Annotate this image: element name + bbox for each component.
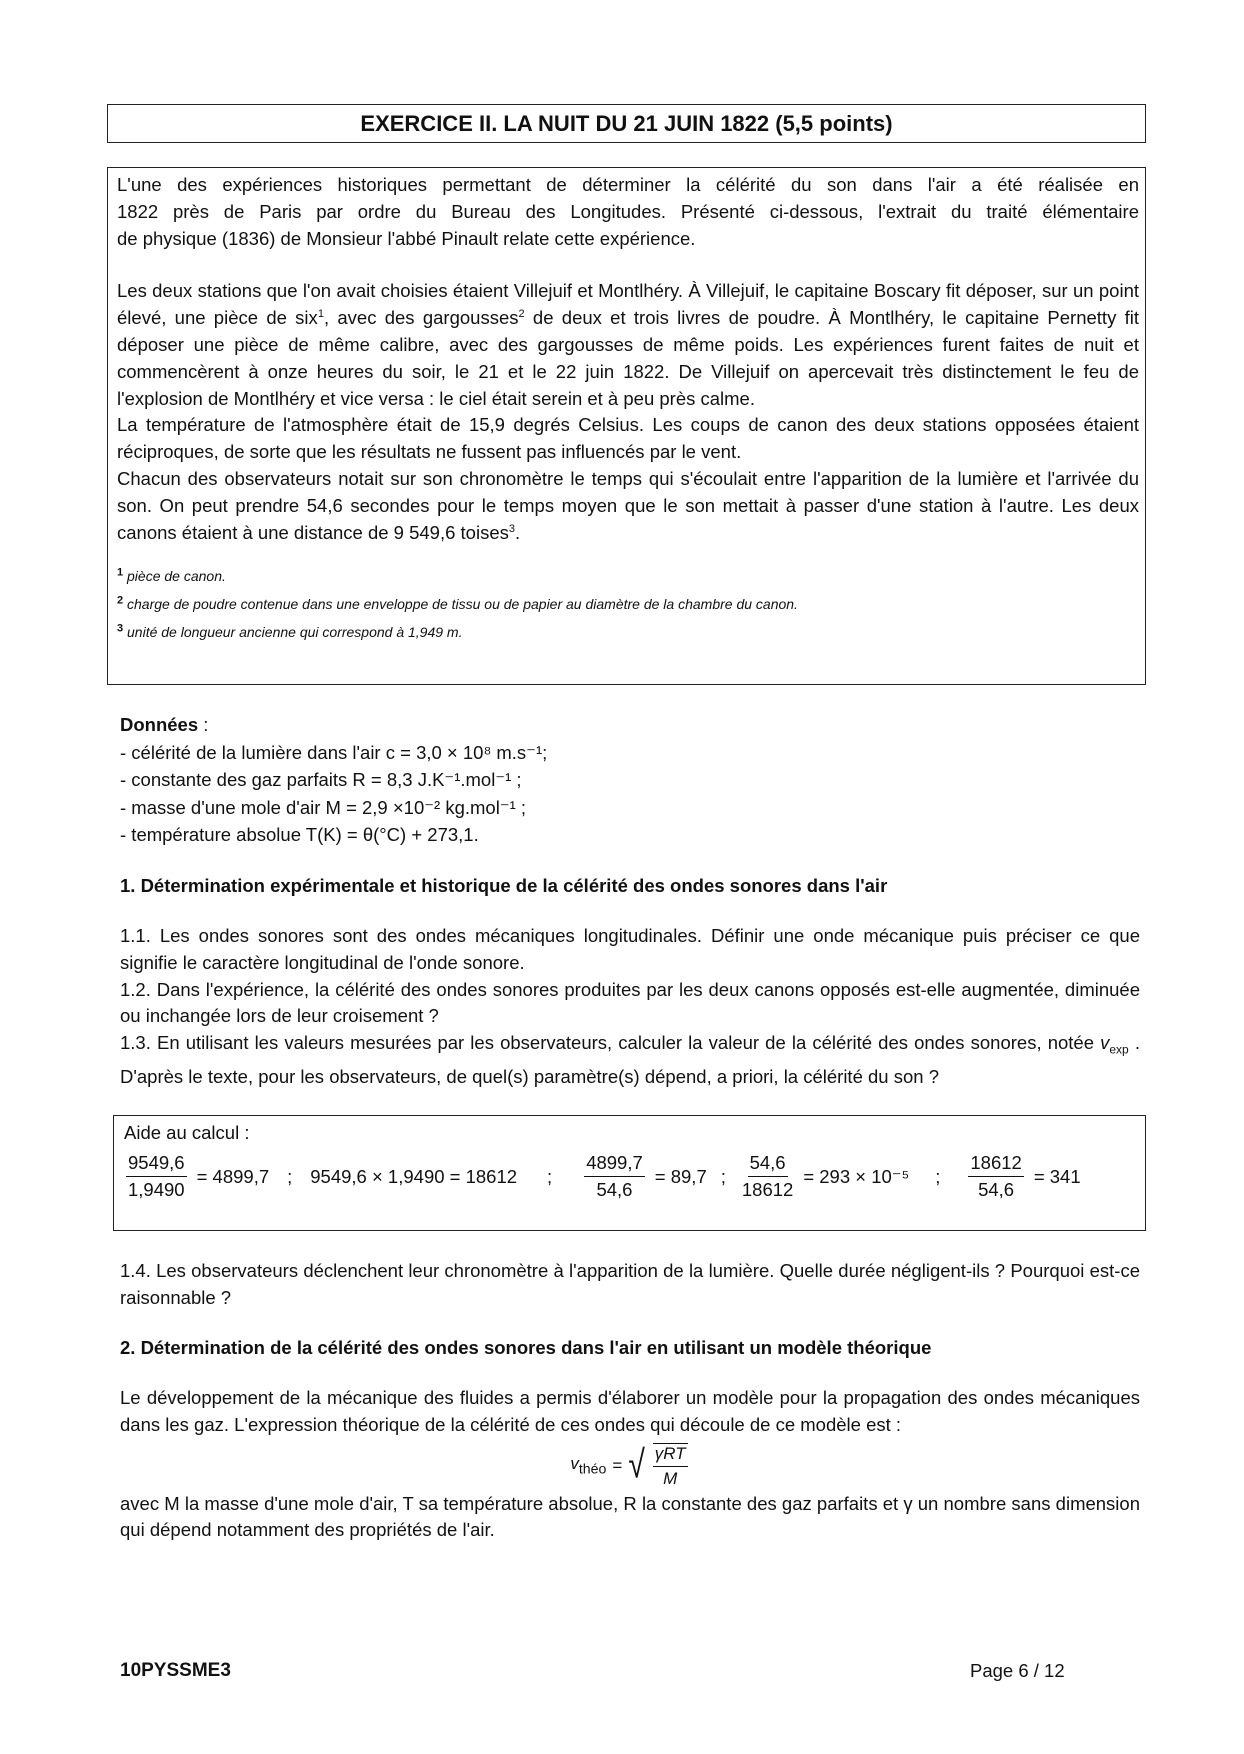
question-1-3: 1.3. En utilisant les valeurs mesurées par les observateurs, calculer la valeur de la célérité des ondes sonores, notée $v_{exp}$ . D'après le texte, pour les observateurs, de quel(s) paramètre(s) dépend, a priori, la célérité du son ? xyxy=(120,1032,1140,1087)
data-item: - célérité de la lumière dans l'air c = 3,0 × 10⁸ m.s⁻¹; xyxy=(120,741,548,763)
historical-text-box xyxy=(107,167,1146,685)
extract-paragraph: La température de l'atmosphère était de 15,9 degrés Celsius. Les coups de canon des deux stations opposées étaient réciproques, de sorte que les résultats ne fussent pas influencés par le vent. xyxy=(117,414,1139,463)
section-1-heading: 1. Détermination expérimentale et historique de la célérité des ondes sonores dans l'air xyxy=(120,875,888,896)
footnote: $^1$ pièce de canon. xyxy=(117,566,226,585)
section-2-intro: Le développement de la mécanique des fluides a permis d'élaborer un modèle pour la propagation des ondes mécaniques dans les gaz. L'expression théorique de la célérité de ces ondes qui découle de ce modèle est : xyxy=(120,1387,1140,1435)
page-number: Page 6 / 12 xyxy=(970,1660,1065,1681)
section-2-definitions: avec M la masse d'une mole d'air, T sa température absolue, R la constante des gaz parfaits et γ un nombre sans dimension qui dépend notamment des propriétés de l'air. xyxy=(120,1492,1140,1541)
question-1-4: 1.4. Les observateurs déclenchent leur chronomètre à l'apparition de la lumière. Quelle durée négligent-ils ? Pourquoi est-ce raisonnable ? xyxy=(120,1260,1140,1308)
question-1-1: 1.1. Les ondes sonores sont des ondes mécaniques longitudinales. Définir une onde mécanique puis préciser ce que signifie le caractère longitudinal de l'onde sonore. xyxy=(120,925,1140,973)
exam-code: 10PYSSME3 xyxy=(120,1660,231,1681)
data-item: - masse d'une mole d'air M = 2,9 ×10⁻² kg.mol⁻¹ ; xyxy=(120,796,527,818)
calculation-help-box xyxy=(113,1115,1146,1231)
intro-line: de physique (1836) de Monsieur l'abbé Pinault relate cette expérience. xyxy=(117,227,696,249)
footnote: $^3$ unité de longueur ancienne qui correspond à 1,949 m. xyxy=(117,622,463,641)
footnote: $^2$ charge de poudre contenue dans une enveloppe de tissu ou de papier au diamètre de la chambre du canon. xyxy=(117,594,798,613)
data-title: Données xyxy=(120,714,199,735)
speed-formula: $v_{théo}$ = √ $\frac{\text{γRT}}{M}$ xyxy=(570,1443,686,1488)
section-2-heading: 2. Détermination de la célérité des ondes sonores dans l'air en utilisant un modèle théorique xyxy=(120,1337,932,1358)
title-box xyxy=(107,104,1146,143)
extract-paragraph: Chacun des observateurs notait sur son chronomètre le temps qui s'écoulait entre l'apparition de la lumière et l'arrivée du son. On peut prendre 54,6 secondes pour le temps moyen que le son mettait à passer d'une station à l'autre. Les deux canons étaient à une distance de 9 549,6 toises$^3$. xyxy=(117,467,1139,543)
extract-paragraph: Les deux stations que l'on avait choisies étaient Villejuif et Montlhéry. À Villejuif, le capitaine Boscary fit déposer, sur un point élevé, une pièce de six$^1$, avec des gargousses$^2$ de deux et trois livres de poudre. À Montlhéry, le capitaine Pernetty fit déposer une pièce de même calibre, avec des gargousses de même poids. Les expériences furent faites de nuit et commencèrent à onze heures du soir, le 21 et le 22 juin 1822. De Villejuif on apercevait très distinctement le feu de l'explosion de Montlhéry et vice versa : le ciel était serein et à peu près calme. xyxy=(117,280,1139,409)
question-1-2: 1.2. Dans l'expérience, la célérité des ondes sonores produites par les deux canons opposés est-elle augmentée, diminuée ou inchangée lors de leur croisement ? xyxy=(120,978,1140,1027)
data-section: Données : - célérité de la lumière dans l'air c = 3,0 × 10⁸ m.s⁻¹; - constante des gaz parfaits R = 8,3 J.K⁻¹.mol⁻¹ ; - masse d'une mole d'air M = 2,9 ×10⁻² kg.mol⁻¹ ; - température absolue T(K) = θ(°C) + 273,1. xyxy=(120,711,547,849)
intro-line: L'une des expériences historiques permettant de déterminer la célérité du son dans l'air a été réalisée en xyxy=(117,174,1139,195)
calculation-help-title: Aide au calcul : xyxy=(124,1122,250,1143)
data-item: - température absolue T(K) = θ(°C) + 273,1. xyxy=(120,824,479,845)
calculation-row: $\frac{9549,6}{1,9490}$ = 4899,7 ; 9549,6 × 1,9490 = 18612 ; $\frac{4899,7}{54,6}$ = 89,7 ; $\frac{54,6}{18612}$ = 293 × 10⁻⁵ ; $\frac{18612}{54,6}$ = 341 xyxy=(128,1152,1081,1200)
intro-line: 1822 près de Paris par ordre du Bureau des Longitudes. Présenté ci-dessous, l'extrait du traité élémentaire xyxy=(117,200,1139,222)
exercise-title: EXERCICE II. LA NUIT DU 21 JUIN 1822 (5,5 points) xyxy=(360,111,893,136)
data-item: - constante des gaz parfaits R = 8,3 J.K⁻¹.mol⁻¹ ; xyxy=(120,769,522,790)
